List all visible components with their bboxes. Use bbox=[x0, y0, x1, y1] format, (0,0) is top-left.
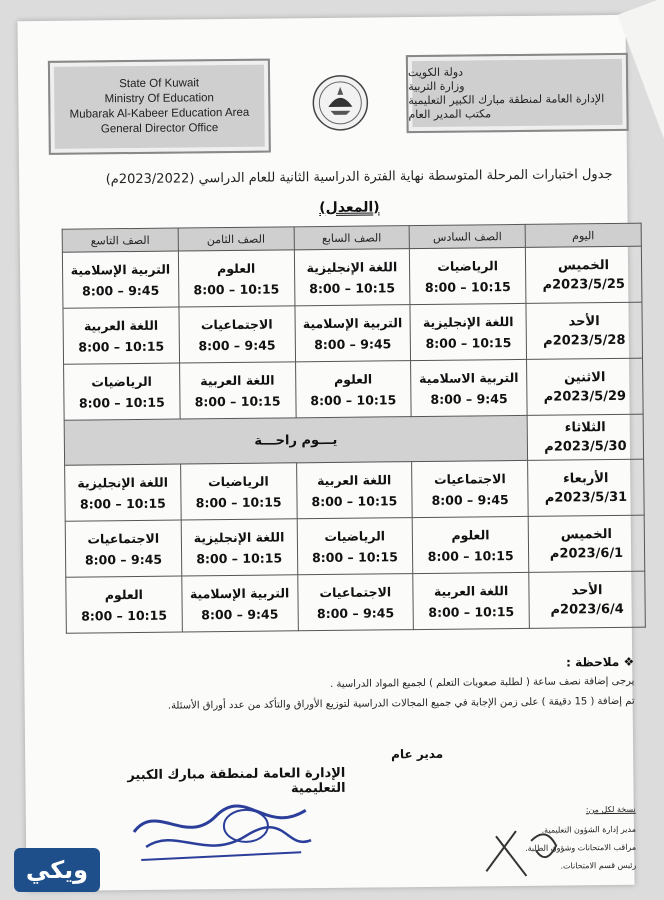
exam-cell bbox=[413, 572, 529, 629]
signature-title: مدير عام bbox=[391, 746, 444, 762]
revised-label: (المعدل) bbox=[319, 199, 380, 217]
exam-time: 9:45 – 8:00 bbox=[198, 337, 276, 353]
exam-time: 10:15 – 8:00 bbox=[311, 548, 398, 565]
exam-cell bbox=[178, 250, 294, 307]
subject: اللغة الإنجليزية bbox=[422, 313, 514, 330]
subject: الاجتماعيات bbox=[319, 583, 392, 600]
letterhead-english bbox=[48, 59, 271, 155]
day-cell bbox=[526, 302, 643, 359]
exam-time: 9:45 – 8:00 bbox=[430, 390, 508, 407]
kuwait-emblem-icon bbox=[310, 73, 371, 134]
rest-day-label: يـــوم راحـــة bbox=[64, 415, 527, 465]
day-name: الخميس bbox=[560, 526, 612, 543]
day-date: 2023/5/31م bbox=[544, 489, 628, 506]
header-ar-line3: الإدارة العامة لمنطقة مبارك الكبير التعليمية bbox=[408, 92, 605, 108]
subject: اللغة العربية bbox=[316, 471, 392, 488]
letterhead-arabic bbox=[406, 53, 629, 133]
subject: التربية الاسلامية bbox=[419, 369, 519, 386]
header-ar-line1: دولة الكويت bbox=[407, 65, 464, 80]
exam-cell bbox=[294, 305, 410, 362]
document-title: جدول اختبارات المرحلة المتوسطة نهاية الفترة الدراسية الثانية للعام الدراسي (2023/2022م) bbox=[105, 166, 613, 188]
exam-cell bbox=[65, 464, 181, 521]
subject: اللغة الإنجليزية bbox=[193, 528, 285, 545]
table-row bbox=[66, 571, 646, 633]
exam-cell bbox=[64, 363, 180, 420]
subject: اللغة الإنجليزية bbox=[77, 474, 169, 491]
day-cell bbox=[527, 414, 643, 460]
exam-cell bbox=[65, 520, 181, 577]
subject: اللغة العربية bbox=[83, 317, 159, 334]
day-date: 2023/5/28م bbox=[543, 332, 626, 349]
note-2: تم إضافة ( 15 دقيقة ) على زمن الإجابة في جميع المجالات الدراسية لتوزيع الأوراق والتأكد من عدد أوراق الأسئلة. bbox=[167, 695, 635, 712]
subject: التربية الإسلامية bbox=[302, 314, 403, 331]
subject: التربية الإسلامية bbox=[189, 584, 290, 601]
header-en-line1: State Of Kuwait bbox=[119, 77, 200, 91]
day-date: 2023/5/25م bbox=[542, 276, 625, 293]
header-grade6: الصف السادس bbox=[409, 224, 525, 248]
subject: اللغة العربية bbox=[433, 582, 509, 599]
day-name: الأربعاء bbox=[562, 470, 609, 487]
table-row bbox=[62, 246, 642, 308]
note-1: يرجى إضافة نصف ساعة ( لطلبة صعوبات التعلم ) لجميع المواد الدراسية . bbox=[330, 675, 635, 690]
day-name: الأحد bbox=[568, 313, 600, 329]
exam-cell bbox=[295, 361, 411, 418]
exam-cell bbox=[63, 307, 179, 364]
header-en-line4: General Director Office bbox=[100, 122, 219, 136]
document-page bbox=[17, 15, 637, 891]
subject: الاجتماعيات bbox=[433, 470, 506, 487]
handwritten-initials-icon bbox=[476, 821, 567, 882]
exam-time: 9:45 – 8:00 bbox=[84, 551, 163, 568]
subject: الاجتماعيات bbox=[200, 316, 273, 332]
header-day: اليوم bbox=[525, 223, 641, 247]
exam-cell bbox=[181, 519, 297, 576]
day-date: 2023/6/4م bbox=[550, 601, 624, 618]
exam-time: 9:45 – 8:00 bbox=[431, 491, 509, 508]
exam-time: 10:15 – 8:00 bbox=[81, 607, 168, 624]
header-ar-line4: مكتب المدير العام bbox=[408, 107, 492, 122]
day-cell bbox=[525, 246, 642, 303]
day-date: 2023/5/30م bbox=[544, 438, 627, 455]
day-cell bbox=[526, 358, 643, 415]
header-grade8: الصف الثامن bbox=[178, 227, 294, 251]
exam-time: 10:15 – 8:00 bbox=[78, 338, 165, 355]
table-row bbox=[63, 302, 643, 364]
day-name: الثلاثاء bbox=[564, 420, 606, 436]
subject: الرياضيات bbox=[437, 257, 499, 274]
exam-time: 10:15 – 8:00 bbox=[196, 549, 283, 566]
copy-recipient-3: رئيس قسم الامتحانات. bbox=[560, 860, 637, 871]
day-name: الخميس bbox=[557, 257, 610, 274]
header-en-line2: Ministry Of Education bbox=[104, 92, 214, 106]
exam-cell bbox=[410, 247, 526, 304]
subject: الرياضيات bbox=[91, 373, 152, 389]
exam-time: 10:15 – 8:00 bbox=[195, 493, 282, 510]
day-cell bbox=[529, 571, 646, 628]
exam-schedule-table bbox=[62, 223, 646, 634]
header-grade9: الصف التاسع bbox=[62, 228, 178, 252]
table-row-rest-day bbox=[64, 414, 643, 465]
exam-time: 10:15 – 8:00 bbox=[78, 394, 165, 411]
subject: التربية الإسلامية bbox=[70, 261, 171, 278]
exam-cell bbox=[410, 303, 526, 360]
header-grade7: الصف السابع bbox=[294, 226, 410, 250]
subject: العلوم bbox=[333, 371, 373, 387]
header-ar-line2: وزارة التربية bbox=[408, 79, 465, 94]
signature-department: الإدارة العامة لمنطقة مبارك الكبير التعليمية bbox=[127, 765, 346, 797]
exam-time: 10:15 – 8:00 bbox=[428, 603, 515, 620]
signature-stamp-icon bbox=[126, 790, 317, 872]
day-cell bbox=[528, 459, 645, 516]
subject: اللغة الإنجليزية bbox=[306, 258, 398, 275]
exam-time: 10:15 – 8:00 bbox=[193, 280, 280, 297]
exam-time: 10:15 – 8:00 bbox=[427, 547, 514, 564]
subject: الرياضيات bbox=[324, 527, 386, 544]
copy-recipient-1: مدير إدارة الشؤون التعليمية. bbox=[541, 824, 637, 835]
header-en-line3: Mubarak Al-Kabeer Education Area bbox=[69, 106, 250, 121]
table-row bbox=[65, 459, 645, 521]
notes-heading: ❖ ملاحظة : bbox=[566, 654, 635, 670]
exam-cell bbox=[412, 460, 528, 517]
exam-cell bbox=[179, 362, 295, 419]
subject: الاجتماعيات bbox=[87, 530, 160, 547]
exam-cell bbox=[296, 462, 412, 519]
exam-time: 10:15 – 8:00 bbox=[309, 279, 396, 296]
exam-cell bbox=[62, 251, 178, 308]
exam-time: 10:15 – 8:00 bbox=[310, 391, 397, 408]
day-date: 2023/6/1م bbox=[549, 545, 624, 562]
exam-time: 10:15 – 8:00 bbox=[79, 495, 166, 512]
exam-time: 10:15 – 8:00 bbox=[311, 492, 398, 509]
exam-time: 10:15 – 8:00 bbox=[194, 392, 281, 409]
table-row bbox=[64, 358, 644, 420]
exam-time: 9:45 – 8:00 bbox=[82, 282, 160, 299]
exam-time: 10:15 – 8:00 bbox=[424, 278, 511, 295]
subject: الرياضيات bbox=[208, 473, 269, 489]
subject: العلوم bbox=[451, 526, 490, 543]
copies-heading: نسخة لكل من: bbox=[585, 804, 636, 815]
exam-cell bbox=[66, 576, 182, 633]
exam-time: 9:45 – 8:00 bbox=[201, 606, 279, 622]
subject: العلوم bbox=[217, 260, 256, 276]
exam-time: 10:15 – 8:00 bbox=[425, 334, 512, 351]
exam-cell bbox=[412, 516, 528, 573]
exam-cell bbox=[179, 306, 295, 363]
day-cell bbox=[528, 515, 645, 572]
site-watermark-logo: ويكي bbox=[14, 848, 100, 892]
exam-cell bbox=[297, 574, 413, 631]
exam-cell bbox=[182, 575, 298, 632]
exam-cell bbox=[297, 518, 413, 575]
table-row bbox=[65, 515, 645, 577]
day-name: الأحد bbox=[571, 582, 603, 598]
exam-cell bbox=[180, 463, 296, 520]
day-name: الاثنين bbox=[563, 369, 606, 386]
exam-cell bbox=[411, 359, 527, 416]
copy-recipient-2: مراقب الامتحانات وشؤون الطلبة. bbox=[525, 842, 637, 853]
day-date: 2023/5/29م bbox=[543, 388, 627, 405]
exam-time: 9:45 – 8:00 bbox=[316, 604, 395, 621]
subject: العلوم bbox=[104, 586, 143, 602]
subject: اللغة العربية bbox=[200, 372, 275, 388]
exam-cell bbox=[294, 249, 410, 306]
exam-time: 9:45 – 8:00 bbox=[314, 335, 392, 352]
